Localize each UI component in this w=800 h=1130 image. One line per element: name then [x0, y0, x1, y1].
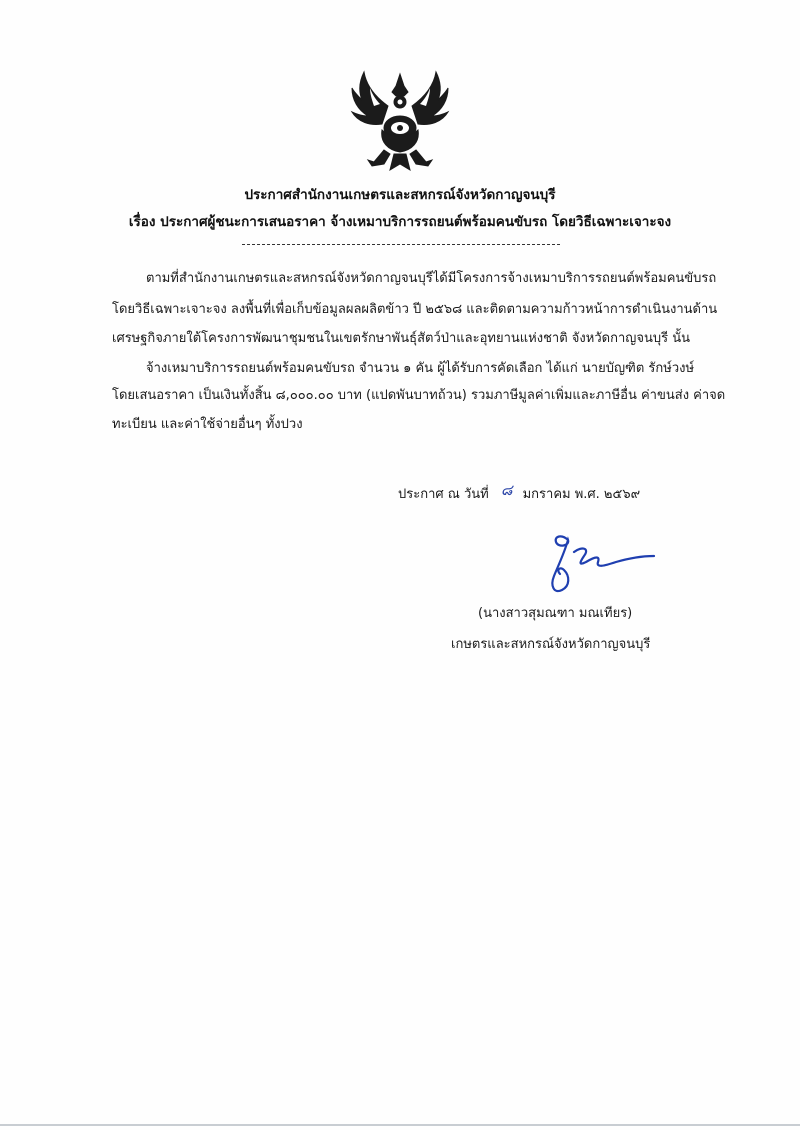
paragraph-1-line-1: ตามที่สำนักงานเกษตรและสหกรณ์จังหวัดกาญจนบุรีได้มีโครงการจ้างเหมาบริการรถยนต์พร้อมคนขับรถ — [146, 271, 717, 286]
separator-line — [242, 244, 560, 245]
date-day-handwritten: ๘ — [500, 481, 513, 499]
paragraph-1-line-2: โดยวิธีเฉพาะเจาะจง ลงพื้นที่เพื่อเก็บข้อมูลผลผลิตข้าว ปี ๒๕๖๘ และติดตามความก้าวหน้าการดำเนินงานด้าน — [112, 302, 718, 317]
date-month-year: มกราคม พ.ศ. ๒๕๖๙ — [522, 487, 641, 502]
announcement-date — [398, 481, 640, 505]
handwritten-signature-icon — [540, 530, 660, 598]
signer-position: เกษตรและสหกรณ์จังหวัดกาญจนบุรี — [451, 637, 651, 652]
signer-name: (นางสาวสุมณฑา มณเทียร) — [478, 606, 633, 621]
announcement-title: ประกาศสำนักงานเกษตรและสหกรณ์จังหวัดกาญจนบุรี — [244, 187, 556, 203]
paragraph-2-line-2: โดยเสนอราคา เป็นเงินทั้งสิ้น ๘,๐๐๐.๐๐ บาท (แปดพันบาทถ้วน) รวมภาษีมูลค่าเพิ่มและภาษีอื่น ค่าขนส่ง ค่าจด — [112, 388, 726, 403]
paragraph-2-line-3: ทะเบียน และค่าใช้จ่ายอื่นๆ ทั้งปวง — [112, 417, 303, 432]
date-prefix: ประกาศ ณ วันที่ — [398, 487, 489, 502]
page-edge — [0, 1124, 800, 1126]
paragraph-2-line-1: จ้างเหมาบริการรถยนต์พร้อมคนขับรถ จำนวน ๑ คัน ผู้ได้รับการคัดเลือก ได้แก่ นายบัญฑิต รักษ์วงษ์ — [146, 361, 695, 376]
announcement-subject: เรื่อง ประกาศผู้ชนะการเสนอราคา จ้างเหมาบริการรถยนต์พร้อมคนขับรถ โดยวิธีเฉพาะเจาะจง — [128, 214, 672, 230]
garuda-emblem-icon — [344, 66, 456, 178]
paragraph-1-line-3: เศรษฐกิจภายใต้โครงการพัฒนาชุมชนในเขตรักษาพันธุ์สัตว์ป่าและอุทยานแห่งชาติ จังหวัดกาญจนบุรี นั้น — [112, 331, 690, 346]
